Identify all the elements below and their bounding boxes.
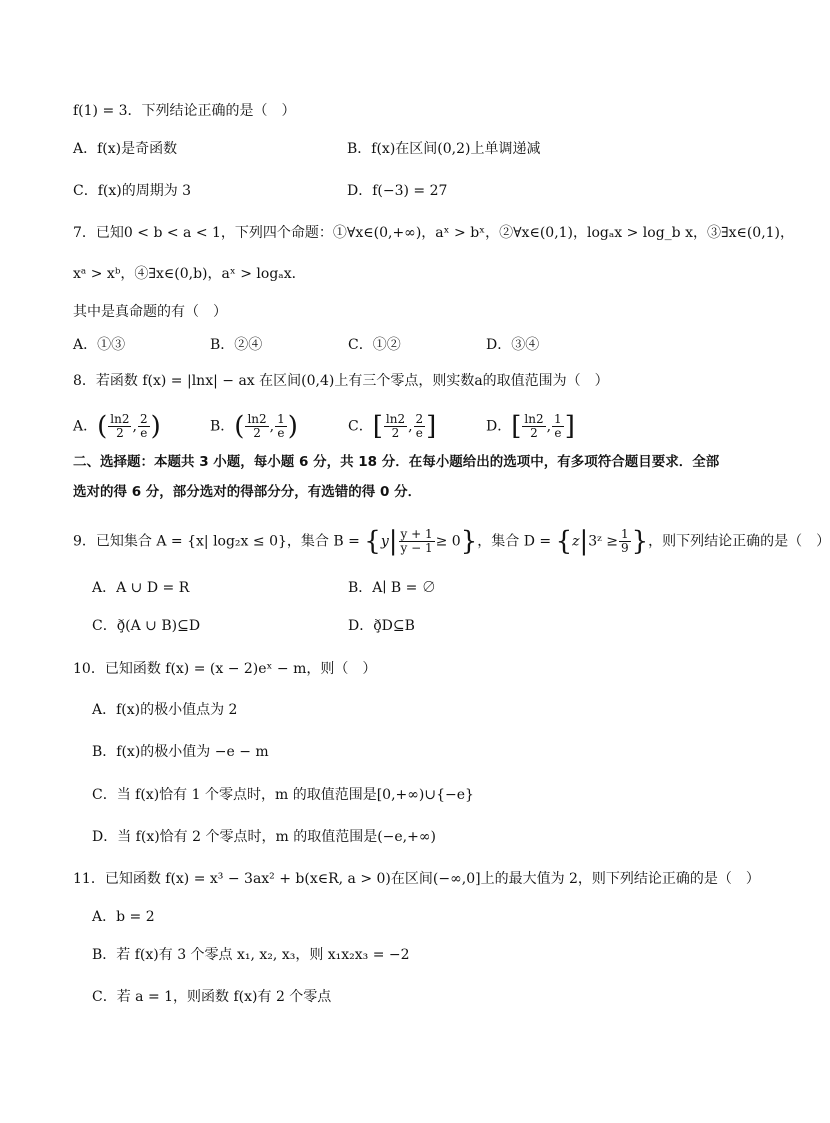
q11-stem: 11．已知函数 f(x) = x³ − 3ax² + b(x∈R, a > 0)在区间(−∞,0]上的最大值为 2，则下列结论正确的是（ ）	[73, 871, 760, 887]
q8-b-den1: 2	[253, 426, 261, 440]
q8-stem: 8．若函数 f(x) = |lnx| − ax 在区间(0,4)上有三个零点，则实数a的取值范围为（ ）	[73, 373, 609, 389]
q9-option-c[interactable]: C．ð̧(A ∪ B)⊆D	[92, 618, 201, 634]
q6-option-b[interactable]: B．f(x)在区间(0,2)上单调递减	[347, 141, 541, 157]
q9-setb-den: y − 1	[400, 541, 433, 555]
q9-option-a[interactable]: A．A ∪ D = R	[92, 580, 190, 596]
q9-stem: 9．已知集合 A = {x| log₂x ≤ 0}，集合 B = {y| $\frac{y + 1}{y - 1}$ ≥ 0}，集合 D = {z|3ᶻ ≥ $\frac{1}{9}$ }，则下列结论正确的是（ ）	[73, 526, 830, 557]
q9-setb-num: y + 1	[400, 527, 433, 541]
q8-b-label: B．	[210, 418, 235, 435]
q10-option-d[interactable]: D．当 f(x)恰有 2 个零点时，m 的取值范围是(−e,+∞)	[92, 829, 436, 845]
q8-option-c[interactable]: C．[ $\frac{\ln 2}{2}$ , $\frac{2}{e}$ ]	[348, 411, 437, 442]
q7-option-c[interactable]: C．①②	[348, 337, 401, 353]
q8-b-num2: 1	[277, 412, 285, 426]
q8-c-num1: ln2	[385, 412, 406, 426]
q6-option-d[interactable]: D．f(−3) = 27	[347, 183, 448, 199]
q11-option-a[interactable]: A．b = 2	[92, 909, 155, 925]
q7-option-b[interactable]: B．②④	[210, 337, 263, 353]
q6-option-a[interactable]: A．f(x)是奇函数	[73, 141, 178, 157]
q9-part3: ，则下列结论正确的是（ ）	[648, 533, 830, 550]
q8-d-den1: 2	[530, 426, 538, 440]
q9-setd-num: 1	[620, 527, 629, 541]
q8-d-num1: ln2	[524, 412, 544, 426]
q8-c-label: C．	[348, 418, 373, 435]
q6-option-c[interactable]: C．f(x)的周期为 3	[73, 183, 192, 199]
q10-option-b[interactable]: B．f(x)的极小值为 −e − m	[92, 744, 269, 760]
q7-option-d[interactable]: D．③④	[486, 337, 540, 353]
section2-instructions-line1: 二、选择题：本题共 3 小题，每小题 6 分，共 18 分．在每小题给出的选项中，有多项符合题目要求．全部	[73, 454, 720, 470]
q9-setd-den: 9	[620, 541, 629, 555]
q10-option-c[interactable]: C．当 f(x)恰有 1 个零点时，m 的取值范围是[0,+∞)∪{−e}	[92, 787, 474, 803]
q7-stem-line3: 其中是真命题的有（ ）	[73, 304, 227, 320]
q8-option-a[interactable]: A．( $\frac{\ln 2}{2}$ , $\frac{2}{e}$ )	[73, 411, 161, 442]
q8-d-den2: e	[554, 426, 562, 440]
section2-instructions-line2: 选对的得 6 分，部分选对的得部分分，有选错的得 0 分．	[73, 484, 422, 500]
q9-option-d[interactable]: D．ð̧D⊆B	[348, 618, 415, 634]
q9-part2: ，集合 D =	[477, 533, 552, 550]
q10-option-a[interactable]: A．f(x)的极小值点为 2	[92, 702, 238, 718]
q7-stem-line2: xᵃ > xᵇ，④∃x∈(0,b)，aˣ > logₐx．	[73, 266, 306, 282]
q10-stem: 10．已知函数 f(x) = (x − 2)eˣ − m，则（ ）	[73, 661, 377, 677]
q9-part1: 9．已知集合 A = {x| log₂x ≤ 0}，集合 B =	[73, 533, 360, 550]
q9-setb-var: y	[380, 533, 389, 550]
q8-d-label: D．	[486, 418, 512, 435]
q6-tail: f(1) = 3．下列结论正确的是（ ）	[73, 103, 296, 119]
q8-a-den2: e	[140, 426, 148, 440]
q8-c-den2: e	[415, 426, 423, 440]
q9-setd-var: z	[572, 533, 580, 550]
q9-setb-cond: ≥ 0	[435, 533, 461, 550]
q9-setd-cond: 3ᶻ ≥	[588, 533, 618, 550]
q8-b-num1: ln2	[247, 412, 267, 426]
q8-c-num2: 2	[415, 412, 424, 426]
q8-option-b[interactable]: B．( $\frac{\ln 2}{2}$ , $\frac{1}{e}$ )	[210, 411, 298, 442]
q8-a-num2: 2	[139, 412, 148, 426]
q8-a-label: A．	[73, 418, 98, 435]
q7-stem-line1: 7．已知0 < b < a < 1，下列四个命题：①∀x∈(0,+∞)，aˣ > bˣ，②∀x∈(0,1)，logₐx > log_b x，③∃x∈(0,1)，	[73, 225, 795, 241]
q9-option-b[interactable]: B．A∣ B = ∅	[348, 580, 436, 596]
q8-a-num1: ln2	[110, 412, 130, 426]
q8-b-den2: e	[277, 426, 285, 440]
q8-c-den1: 2	[391, 426, 400, 440]
q11-option-c[interactable]: C．若 a = 1，则函数 f(x)有 2 个零点	[92, 989, 332, 1005]
q7-option-a[interactable]: A．①③	[73, 337, 126, 353]
q8-option-d[interactable]: D．[ $\frac{\ln 2}{2}$ , $\frac{1}{e}$ ]	[486, 411, 575, 442]
q8-d-num2: 1	[554, 412, 562, 426]
q11-option-b[interactable]: B．若 f(x)有 3 个零点 x₁, x₂, x₃，则 x₁x₂x₃ = −2	[92, 947, 410, 963]
q8-a-den1: 2	[116, 426, 124, 440]
